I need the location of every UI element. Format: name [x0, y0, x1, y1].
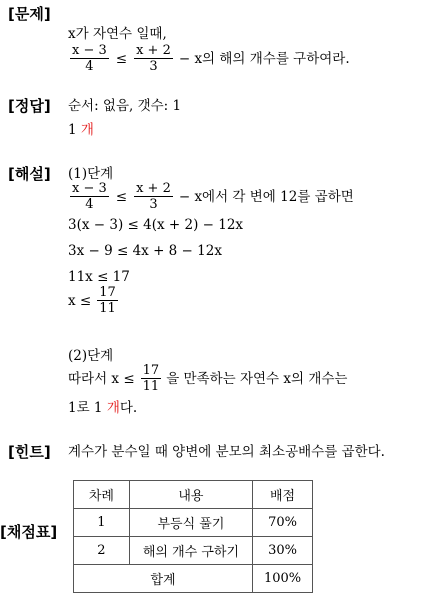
table-total-row [74, 565, 313, 593]
table-row [74, 537, 313, 565]
equation-lhs: x ≤ [68, 292, 92, 309]
table-cell: 1 [74, 509, 130, 537]
answer-value [68, 121, 94, 139]
total-label-cell: 합계 [74, 565, 253, 593]
equation-line: 3(x − 3) ≤ 4(x + 2) − 12x [68, 217, 244, 233]
fraction-numerator: x + 2 [136, 181, 171, 196]
problem-label: [문제] [8, 5, 51, 23]
fraction-denominator: 3 [149, 197, 158, 212]
table-cell: 부등식 풀기 [129, 509, 252, 537]
explanation-label: [해설] [8, 165, 51, 183]
conclusion-prefix: 따라서 x ≤ [68, 370, 135, 387]
fraction [134, 181, 173, 212]
total-value-cell: 100% [253, 565, 313, 593]
table-cell: 해의 개수 구하기 [129, 537, 252, 565]
table-row [74, 509, 313, 537]
problem-condition: x가 자연수 일때, [68, 26, 167, 42]
answer-label: [정답] [8, 97, 51, 115]
problem-inequality [68, 43, 350, 74]
answer-summary: 순서: 없음, 갯수: 1 [68, 98, 182, 114]
fraction-numerator: x − 3 [72, 43, 107, 58]
problem-question: − x의 해의 개수를 구하여라. [178, 50, 350, 67]
fraction-numerator: 17 [99, 285, 116, 300]
hint-text: 계수가 분수일 때 양변에 분모의 최소공배수를 곱한다. [68, 444, 385, 460]
answer-count: 1 [68, 122, 77, 138]
grading-table [73, 480, 313, 593]
step1-title: (1)단계 [68, 166, 114, 182]
table-cell: 70% [253, 509, 313, 537]
grading-label: [채점표] [0, 523, 58, 541]
header-cell: 배점 [253, 481, 313, 509]
final-answer-line [68, 399, 137, 417]
final-suffix: 다. [119, 400, 138, 416]
fraction-denominator: 11 [142, 379, 160, 394]
fraction [141, 363, 162, 394]
fraction-denominator: 4 [85, 197, 94, 212]
fraction-denominator: 11 [99, 301, 116, 316]
table-header-row [74, 481, 313, 509]
fraction [97, 285, 118, 316]
leq-symbol: ≤ [115, 50, 128, 67]
answer-unit: 개 [80, 122, 94, 138]
fraction-numerator: x + 2 [136, 43, 171, 58]
hint-label: [힌트] [8, 443, 51, 461]
step1-equation [68, 181, 354, 212]
conclusion-line [68, 363, 347, 394]
fraction [70, 181, 109, 212]
final-prefix: 1로 1 [68, 400, 103, 416]
table-cell: 2 [74, 537, 130, 565]
fraction-denominator: 4 [85, 59, 94, 74]
fraction-numerator: x − 3 [72, 181, 107, 196]
table-cell: 30% [253, 537, 313, 565]
fraction [70, 43, 109, 74]
fraction-numerator: 17 [142, 363, 160, 378]
step1-instruction: − x에서 각 변에 12를 곱하면 [178, 188, 354, 205]
header-cell: 내용 [129, 481, 252, 509]
conclusion-suffix: 을 만족하는 자연수 x의 개수는 [166, 370, 348, 387]
equation-line [68, 285, 120, 316]
equation-line: 11x ≤ 17 [68, 269, 130, 285]
leq-symbol: ≤ [115, 188, 128, 205]
step2-title: (2)단계 [68, 348, 114, 364]
fraction [134, 43, 173, 74]
equation-line: 3x − 9 ≤ 4x + 8 − 12x [68, 243, 222, 259]
final-unit: 개 [106, 400, 120, 416]
header-cell: 차례 [74, 481, 130, 509]
fraction-denominator: 3 [149, 59, 158, 74]
